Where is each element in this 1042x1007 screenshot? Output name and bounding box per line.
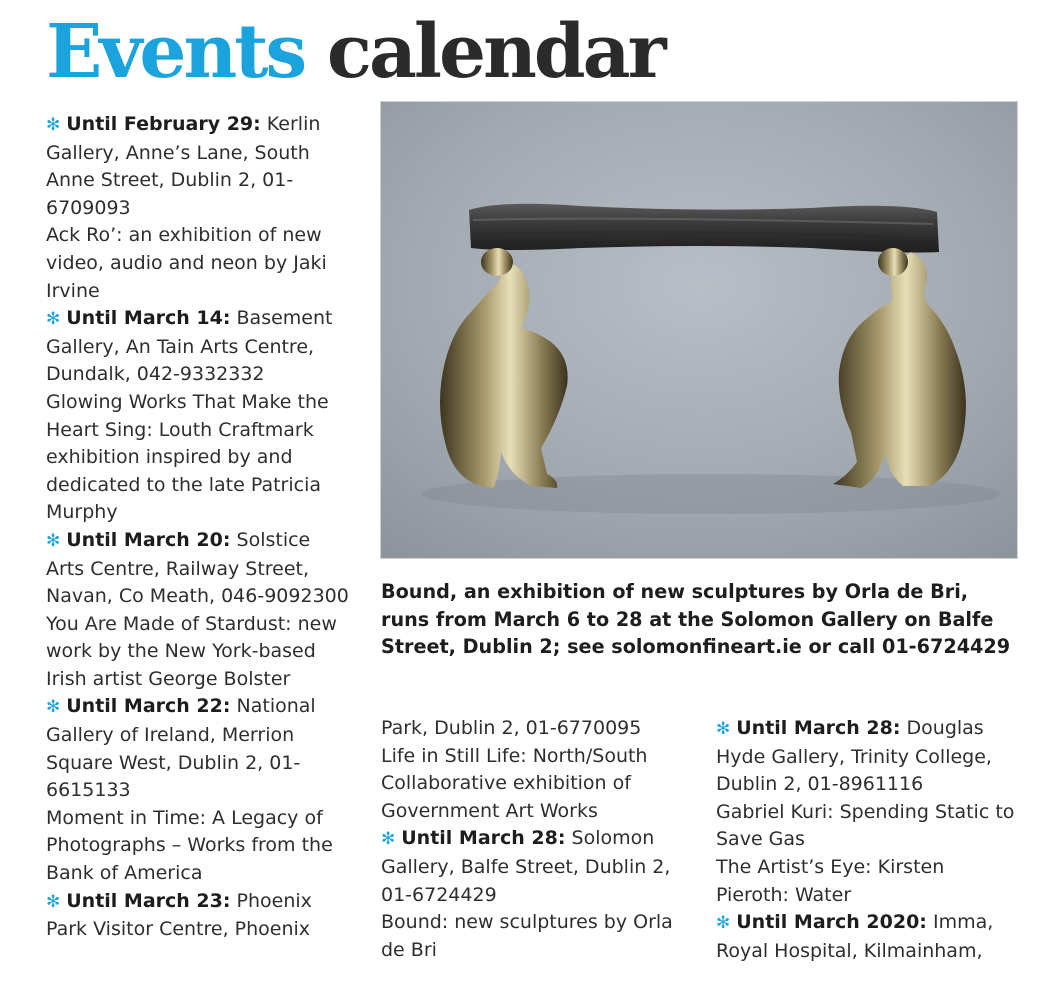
event-description: Gabriel Kuri: Spending Static to Save Gas <box>716 800 1015 851</box>
event-description: Life in Still Life: North/South Collaborative exhibition of Government Art Works <box>381 744 648 822</box>
event-venue: Solomon Gallery, Balfe Street, Dublin 2, 01-6724429 <box>381 827 671 906</box>
event-venue: Basement Gallery, An Tain Arts Centre, Dundalk, 042-9332332 <box>46 307 333 386</box>
event-venue: National Gallery of Ireland, Merrion Square West, Dublin 2, 01-6615133 <box>46 695 316 802</box>
asterisk-bullet-icon: ✻ <box>716 913 731 934</box>
event-description: The Artist’s Eye: Kirsten Pieroth: Water <box>716 855 945 906</box>
asterisk-bullet-icon: ✻ <box>716 719 731 739</box>
event-venue: Phoenix Park Visitor Centre, Phoenix <box>46 889 312 941</box>
sculpture-illustration <box>381 102 1018 559</box>
event-description: Bound: new sculptures by Orla de Bri <box>381 911 673 961</box>
event-entry-date: ✻ Until March 20: Solstice Arts Centre, Railway Street, Navan, Co Meath, 046-9092300 <box>46 528 349 608</box>
event-entry-date: ✻ Until February 29: Kerlin Gallery, Anne’s Lane, South Anne Street, Dublin 2, 01-6709093 <box>46 113 321 219</box>
asterisk-bullet-icon: ✻ <box>381 829 396 850</box>
title-word-calendar: calendar <box>326 9 664 95</box>
title-word-events: Events <box>46 9 305 95</box>
asterisk-bullet-icon: ✻ <box>46 530 61 551</box>
asterisk-bullet-icon: ✻ <box>46 697 61 718</box>
event-venue: Imma, Royal Hospital, Kilmainham, <box>716 911 994 962</box>
asterisk-bullet-icon: ✻ <box>46 891 61 912</box>
sculpture-photo <box>380 101 1018 559</box>
event-entry-date: ✻ Until March 28: Douglas Hyde Gallery, Trinity College, Dublin 2, 01-8961116 <box>716 717 992 796</box>
asterisk-bullet-icon: ✻ <box>46 309 61 330</box>
event-entry-date: ✻ Until March 28: Solomon Gallery, Balfe Street, Dublin 2, 01-6724429 <box>381 827 671 906</box>
event-venue: Solstice Arts Centre, Railway Street, Navan, Co Meath, 046-9092300 <box>46 528 349 608</box>
page-title <box>46 4 664 100</box>
event-description: Glowing Works That Make the Heart Sing: Louth Craftmark exhibition inspired by and dedicated to the late Patricia Murphy <box>46 390 329 524</box>
events-column-1 <box>46 111 354 944</box>
event-entry-date: ✻ Until March 23: Phoenix Park Visitor Centre, Phoenix <box>46 889 312 941</box>
event-entry-date: ✻ Until March 2020: Imma, Royal Hospital, Kilmainham, <box>716 911 994 962</box>
event-description: You Are Made of Stardust: new work by the New York-based Irish artist George Bolster <box>46 612 337 690</box>
events-column-3 <box>716 715 1016 965</box>
event-description: Ack Ro’: an exhibition of new video, audio and neon by Jaki Irvine <box>46 224 327 302</box>
event-venue: Kerlin Gallery, Anne’s Lane, South Anne Street, Dublin 2, 01-6709093 <box>46 113 321 219</box>
event-entry-date: ✻ Until March 22: National Gallery of Ireland, Merrion Square West, Dublin 2, 01-6615133 <box>46 695 316 802</box>
event-description: Moment in Time: A Legacy of Photographs – Works from the Bank of America <box>46 806 333 885</box>
asterisk-bullet-icon: ✻ <box>46 115 61 135</box>
event-entry-date: ✻ Until March 14: Basement Gallery, An Tain Arts Centre, Dundalk, 042-9332332 <box>46 307 333 386</box>
event-venue-continued: Park, Dublin 2, 01-6770095 <box>381 717 642 739</box>
events-column-2 <box>381 715 691 964</box>
photo-caption: Bound, an exhibition of new sculptures by Orla de Bri, runs from March 6 to 28 at the Solomon Gallery on Balfe Street, Dublin 2; see solomonfineart.ie or call 01-6724429 <box>381 580 1011 659</box>
event-venue: Douglas Hyde Gallery, Trinity College, Dublin 2, 01-8961116 <box>716 717 992 796</box>
